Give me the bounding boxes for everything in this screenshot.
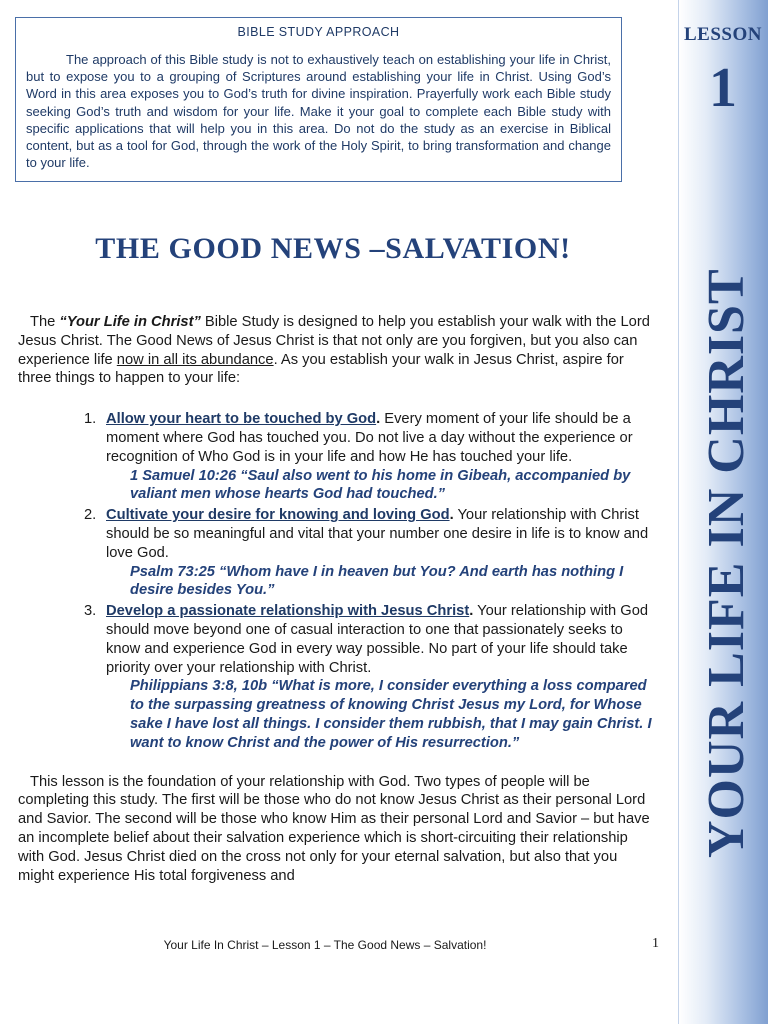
- point-number: 1.: [84, 411, 97, 428]
- lesson-label: LESSON: [684, 24, 762, 45]
- point-heading: Develop a passionate relationship with Jesus Christ: [106, 603, 470, 620]
- scripture-verse: Philippians 3:8, 10b “What is more, I consider everything a loss compared to the surpassing greatness of knowing Christ Jesus my Lord, for Whose sake I have lost all things. I consider them rubbish, that I may gain Christ. I want to know Christ and the power of His resurrection.”: [130, 678, 652, 751]
- list-item: 2. Cultivate your desire for knowing and loving God. Your relationship with Christ should be so meaningful and vital that your number one desire in life is to know and love God. Psalm 73:25 “Whom have I in heaven but You? And earth has nothing I desire besides You.”: [106, 506, 652, 600]
- points-list: [18, 410, 652, 752]
- lesson-content: [18, 313, 652, 885]
- point-body: Your relationship with Christ should be so meaningful and vital that your number one desire in life is to know and love God.: [106, 507, 649, 561]
- list-item: 1. Allow your heart to be touched by God. Every moment of your life should be a moment where God has touched you. Do not live a day without the experience or recognition of Who God is in your life and how He has touched your life. 1 Samuel 10:26 “Saul also went to his home in Gibeah, accompanied by valiant men whose hearts God had touched.”: [106, 410, 652, 504]
- intro-lead: The: [30, 314, 60, 330]
- bible-study-approach-box: [15, 17, 622, 182]
- approach-text: The approach of this Bible study is not to exhaustively teach on establishing your life in Christ, but to expose you to a grouping of Scriptures around establishing your life in Christ. Using God’s Word in this area exposes you to God’s truth for divine inspiration. Prayerfully work each Bible study seeking God’s truth and wisdom for your life. Make it your goal to complete each Bible study with specific applications that will help you in this area. Do not do the study as an exercise in Biblical content, but as a tool for God, through the work of the Holy Spirit, to bring transformation and change to your life.: [26, 52, 611, 171]
- study-name: “Your Life in Christ”: [59, 314, 201, 330]
- point-body: Your relationship with God should move beyond one of casual interaction to one that passionately seeks to know and experience God in every way possible. No part of your life should take priority over your relationship with Christ.: [106, 603, 649, 676]
- point-body: Every moment of your life should be a moment where God has touched you. Do not live a day without the experience or recognition of Who God is in your life and how He has touched your life.: [106, 411, 633, 465]
- scripture-verse: 1 Samuel 10:26 “Saul also went to his home in Gibeah, accompanied by valiant men whose hearts God had touched.”: [130, 467, 631, 503]
- point-heading: Cultivate your desire for knowing and loving God: [106, 507, 450, 524]
- point-number: 3.: [84, 603, 97, 620]
- intro-paragraph: [18, 313, 652, 388]
- intro-text-1: Bible Study is designed to help you establish your walk with the Lord Jesus Christ. The Good News of Jesus Christ is that not only are you forgiven, but you also can experience life: [18, 314, 650, 368]
- page-number: 1: [652, 936, 659, 951]
- point-heading: Allow your heart to be touched by God: [106, 411, 377, 428]
- list-item: 3. Develop a passionate relationship with Jesus Christ. Your relationship with God should move beyond one of casual interaction to one that passionately seeks to know and experience God in every way possible. No part of your life should take priority over your relationship with Christ. Philippians 3:8, 10b “What is more, I consider everything a loss compared to the surpassing greatness of knowing Christ Jesus my Lord, for Whose sake I have lost all things. I consider them rubbish, that I may gain Christ. I want to know Christ and the power of His resurrection.”: [84, 603, 652, 751]
- lesson-number: 1: [709, 57, 737, 119]
- intro-underlined: now in all its abundance: [116, 351, 274, 368]
- page-footer: Your Life In Christ – Lesson 1 – The Good News – Salvation!: [163, 938, 487, 952]
- approach-title: BIBLE STUDY APPROACH: [237, 25, 400, 39]
- scripture-verse: Psalm 73:25 “Whom have I in heaven but You? And earth has nothing I desire besides You.”: [130, 563, 624, 599]
- closing-paragraph: This lesson is the foundation of your relationship with God. Two types of people will be completing this study. The first will be those who do not know Jesus Christ as their personal Lord and Savior. The second will be those who know Him as their personal Lord and Savior – but have an incomplete belief about their salvation experience which is short-circuiting their relationship with God. Jesus Christ died on the cross not only for your eternal salvation, but also that you might experience His total forgiveness and: [18, 773, 650, 884]
- intro-text-2: . As you establish your walk in Jesus Christ, aspire for three things to happen to your life:: [18, 351, 624, 387]
- page-title: THE GOOD NEWS –SALVATION!: [95, 232, 571, 265]
- series-title-vertical: YOUR LIFE IN CHRIST: [698, 268, 755, 858]
- point-number: 2.: [84, 507, 97, 524]
